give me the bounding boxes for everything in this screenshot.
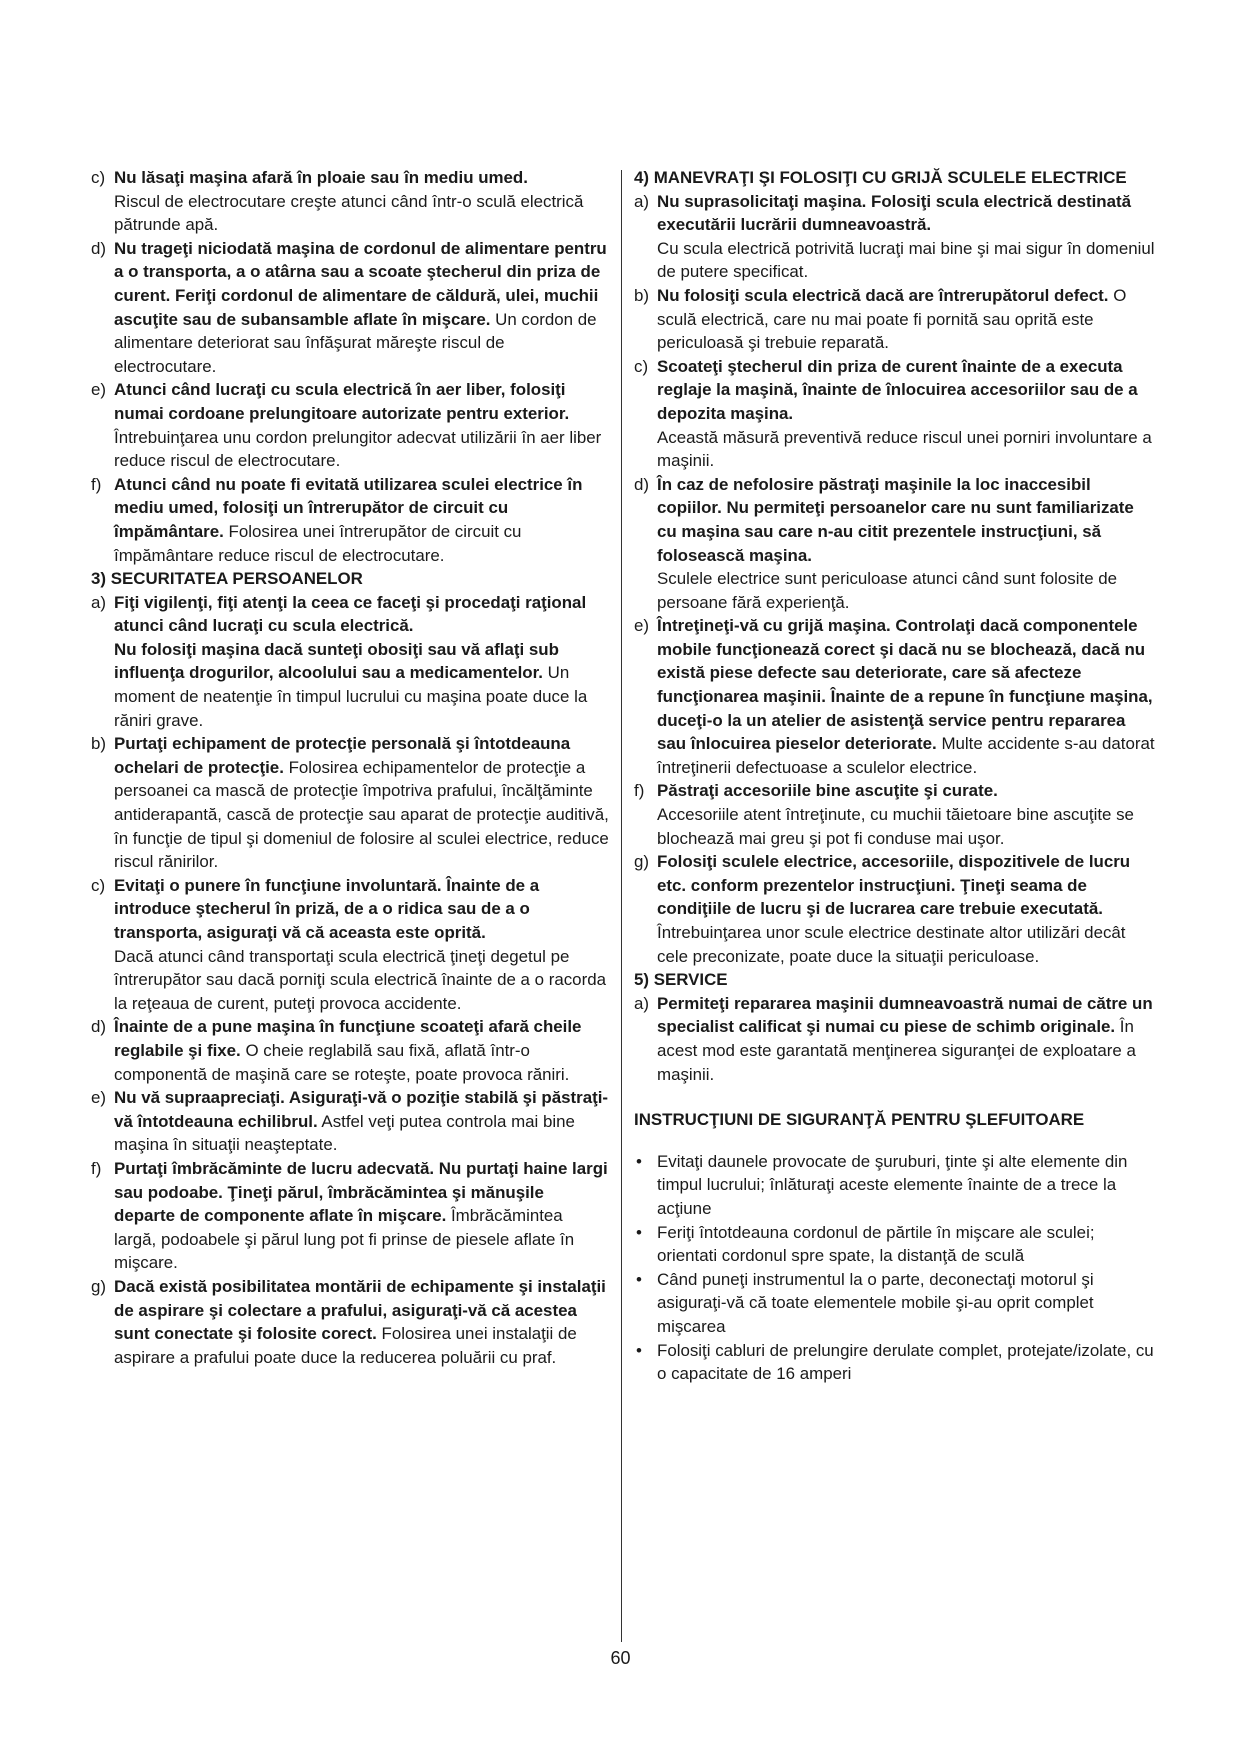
instruction-item bbox=[634, 992, 1156, 1086]
item-label: d) bbox=[634, 474, 650, 494]
instruction-text: Îmbrăcămintea largă, podoabele şi părul lung pot fi prinse de piesele aflate în mişcare. bbox=[114, 1206, 575, 1273]
instruction-item bbox=[634, 473, 1156, 615]
instruction-bold: Folosiţi sculele electrice, accesoriile, dispozitivele de lucru etc. conform prezentelor instrucţiuni. Ţineţi seama de condiţiile de lucru şi de lucrarea care trebuie executată. bbox=[657, 852, 1131, 919]
instruction-bold: Dacă există posibilitatea montării de echipamente şi instalaţii de aspirare şi colectare a prafului, asiguraţi-vă că acestea sunt conectate şi folosite corect. bbox=[114, 1276, 606, 1344]
instruction-text: Accesoriile atent întreţinute, cu muchii tăietoare bine ascuţite se blochează mai greu şi pot fi conduse mai uşor. bbox=[657, 805, 1134, 848]
bullet-text: Evitaţi daunele provocate de şuruburi, ţinte şi alte elemente din timpul lucrului; înlăturaţi aceste elemente înainte de a trece la acţiune bbox=[657, 1151, 1128, 1218]
item-label: d) bbox=[91, 1017, 107, 1037]
item-label: c) bbox=[634, 356, 649, 376]
instruction-bold: Evitaţi o punere în funcţiune involuntară. Înainte de a introduce ştecherul în priză, de a o ridica sau de a o transporta, asiguraţi vă că aceasta este oprită. bbox=[114, 875, 540, 942]
bullet-text: Folosiţi cabluri de prelungire derulate complet, protejate/izolate, cu o capacitate de 16 amperi bbox=[657, 1340, 1154, 1384]
instruction-text: În acest mod este garantată menţinerea siguranţei de exploatare a maşinii. bbox=[657, 1017, 1136, 1084]
instruction-bold: Fiţi vigilenţi, fiţi atenţi la ceea ce faceţi şi procedaţi raţional atunci când lucraţi cu scula electrică. bbox=[114, 592, 587, 636]
instruction-item bbox=[634, 355, 1156, 473]
instruction-bold: Purtaţi îmbrăcăminte de lucru adecvată. Nu purtaţi haine largi sau podoabe. Ţineţi părul, îmbrăcămintea şi mănuşile departe de componente aflate în mişcare. bbox=[114, 1158, 608, 1226]
item-label: b) bbox=[634, 285, 650, 305]
instruction-item bbox=[634, 190, 1156, 284]
instruction-item bbox=[91, 378, 609, 472]
instruction-item bbox=[91, 1275, 609, 1369]
section-heading-3: 3) SECURITATEA PERSOANELOR bbox=[91, 569, 363, 589]
instruction-bold: Purtaţi echipament de protecţie personală şi întotdeauna ochelari de protecţie. bbox=[114, 734, 571, 777]
instruction-bold: Scoateţi ştecherul din priza de curent înainte de a executa reglaje la maşină, înainte de înlocuirea accesoriilor sau de a depozita maşina. bbox=[657, 356, 1138, 423]
item-label: a) bbox=[634, 191, 650, 211]
item-label: e) bbox=[634, 616, 650, 636]
item-label: a) bbox=[634, 993, 650, 1013]
instruction-item bbox=[91, 874, 609, 1016]
instruction-item bbox=[634, 614, 1156, 779]
instruction-item bbox=[91, 166, 609, 237]
instruction-item bbox=[91, 1086, 609, 1157]
instruction-item bbox=[634, 779, 1156, 850]
item-label: e) bbox=[91, 380, 107, 400]
instruction-text: Întrebuinţarea unu cordon prelungitor adecvat utilizării în aer liber reduce riscul de electrocutare. bbox=[114, 427, 602, 471]
instruction-bold: Atunci când lucraţi cu scula electrică în aer liber, folosiţi numai cordoane prelungitoare autorizate pentru exterior. bbox=[114, 380, 570, 423]
instruction-text: Dacă atunci când transportaţi scula electrică ţineţi degetul pe întrerupător sau dacă porniţi scula electrică înainte de a o racorda la reţeaua de curent, puteţi provoca accidente. bbox=[114, 946, 606, 1013]
sander-safety-heading: INSTRUCŢIUNI DE SIGURANŢĂ PENTRU ŞLEFUITOARE bbox=[634, 1110, 1085, 1130]
bullet-icon: • bbox=[636, 1340, 642, 1360]
bullet-item bbox=[634, 1221, 1156, 1268]
instruction-text: Această măsură preventivă reduce riscul unei porniri involuntare a maşinii. bbox=[657, 427, 1152, 471]
item-label: f) bbox=[91, 474, 102, 494]
instruction-text: Folosirea unei întrerupător de circuit cu împământare reduce riscul de electrocutare. bbox=[114, 521, 522, 565]
instruction-text: O sculă electrică, care nu mai poate fi pornită sau oprită este periculoasă şi trebuie reparată. bbox=[657, 285, 1127, 353]
instruction-item bbox=[634, 850, 1156, 968]
item-label: f) bbox=[91, 1158, 102, 1178]
item-label: b) bbox=[91, 734, 107, 754]
section-heading-4: 4) MANEVRAŢI ŞI FOLOSIŢI CU GRIJĂ SCULELE ELECTRICE bbox=[634, 168, 1127, 187]
instruction-text: Folosirea echipamentelor de protecţie a persoanei ca mască de protecţie împotriva prafului, încălţăminte antiderapantă, cască de protecţie sau aparat de protecţie auditivă, în funcţie de tipul şi domeniul de folosire al sculei electrice, reduce riscul rănirilor. bbox=[114, 757, 609, 872]
item-label: d) bbox=[91, 238, 107, 258]
item-label: e) bbox=[91, 1088, 107, 1108]
item-label: c) bbox=[91, 875, 106, 895]
instruction-bold: Nu vă supraapreciaţi. Asiguraţi-vă o poziţie stabilă şi păstraţi-vă întotdeauna echilibrul. bbox=[114, 1088, 609, 1131]
bullet-item bbox=[634, 1268, 1156, 1339]
instruction-item bbox=[91, 473, 609, 567]
instruction-item bbox=[634, 284, 1156, 355]
instruction-item bbox=[91, 591, 609, 733]
bullet-icon: • bbox=[636, 1151, 642, 1171]
bullet-icon: • bbox=[636, 1269, 642, 1289]
item-label: g) bbox=[634, 852, 650, 872]
instruction-text: Un moment de neatenţie în timpul lucrului cu maşina poate duce la răniri grave. bbox=[114, 663, 588, 730]
page-number: 60 bbox=[610, 1648, 631, 1668]
section-heading-5: 5) SERVICE bbox=[634, 970, 728, 990]
instruction-bold: Nu suprasolicitaţi maşina. Folosiţi scula electrică destinată executării lucrării dumneavoastră. bbox=[657, 191, 1132, 235]
instruction-bold: Păstraţi accesoriile bine ascuţite şi curate. bbox=[657, 781, 998, 801]
column-divider bbox=[621, 170, 622, 1642]
bullet-text: Feriţi întotdeauna cordonul de părtile în mişcare ale sculei; orientati cordonul spre spate, la distanţă de sculă bbox=[657, 1222, 1095, 1266]
instruction-bold: În caz de nefolosire păstraţi maşinile la loc inaccesibil copiilor. Nu permiteţi persoanelor care nu sunt familiarizate cu maşina sau care n-au citit prezentele instrucţiuni, să folosească maşina. bbox=[657, 474, 1134, 565]
instruction-bold: Nu folosiţi maşina dacă sunteţi obosiţi sau vă aflaţi sub influenţa drogurilor, alcoolului sau a medicamentelor. bbox=[114, 639, 559, 683]
instruction-bold: Înainte de a pune maşina în funcţiune scoateţi afară cheile reglabile şi fixe. bbox=[114, 1017, 582, 1060]
instruction-bold: Permiteţi repararea maşinii dumneavoastră numai de către un specialist calificat şi numai cu piese de schimb originale. bbox=[657, 993, 1153, 1037]
instruction-item bbox=[91, 1015, 609, 1086]
instruction-bold: Nu trageţi niciodată maşina de cordonul de alimentare pentru a o transporta, a o atârna sau a scoate ştecherul din priza de curent. Feriţi cordonul de alimentare de căldură, ulei, muchii ascuţite sau de subansamble aflate în mişcare. bbox=[114, 238, 607, 329]
instruction-text: Un cordon de alimentare deteriorat sau înfăşurat măreşte riscul de electrocutare. bbox=[114, 309, 597, 376]
instruction-text: Multe accidente s-au datorat întreţinerii defectuoase a sculelor electrice. bbox=[657, 734, 1155, 777]
bullet-icon: • bbox=[636, 1222, 642, 1242]
instruction-text: Sculele electrice sunt periculoase atunci când sunt folosite de persoane fără experienţă. bbox=[657, 569, 1118, 612]
instruction-bold: Întreţineţi-vă cu grijă maşina. Controlaţi dacă componentele mobile funcţionează corect şi dacă nu se blochează, dacă nu există piese defecte sau deteriorate, care să afecteze funcţionarea maşinii. Înainte de a repune în funcţiune maşina, duceţi-o la un atelier de asistenţă service pentru repararea sau înlocuirea pieselor deteriorate. bbox=[657, 616, 1153, 754]
right-column bbox=[634, 166, 1156, 1386]
instruction-text: Astfel veţi putea controla mai bine maşina în situaţii neaşteptate. bbox=[114, 1111, 575, 1155]
instruction-text: Folosirea unei instalaţii de aspirare a prafului poate duce la reducerea poluării cu praf. bbox=[114, 1324, 577, 1367]
item-label: c) bbox=[91, 168, 106, 187]
instruction-text: Întrebuinţarea unor scule electrice destinate altor utilizări decât cele preconizate, poate duce la situaţii periculoase. bbox=[657, 923, 1126, 966]
bullet-text: Când puneţi instrumentul la o parte, deconectaţi motorul şi asiguraţi-vă că toate elementele mobile şi-au oprit complet mişcarea bbox=[657, 1269, 1094, 1336]
left-column bbox=[91, 166, 609, 1369]
instruction-item bbox=[91, 237, 609, 379]
bullet-item bbox=[634, 1339, 1156, 1386]
item-label: g) bbox=[91, 1276, 107, 1296]
instruction-item bbox=[91, 732, 609, 874]
instruction-text: O cheie reglabilă sau fixă, aflată într-o componentă de maşină care se roteşte, poate provoca răniri. bbox=[114, 1040, 570, 1084]
item-label: f) bbox=[634, 781, 645, 801]
instruction-item bbox=[91, 1157, 609, 1275]
instruction-bold: Nu folosiţi scula electrică dacă are întrerupătorul defect. bbox=[657, 285, 1109, 305]
instruction-text: Riscul de electrocutare creşte atunci când într-o sculă electrică pătrunde apă. bbox=[114, 191, 584, 235]
instruction-bold: Nu lăsaţi maşina afară în ploaie sau în mediu umed. bbox=[114, 168, 528, 187]
bullet-item bbox=[634, 1150, 1156, 1221]
instruction-text: Cu scula electrică potrivită lucraţi mai bine şi mai sigur în domeniul de putere specificat. bbox=[657, 238, 1155, 282]
item-label: a) bbox=[91, 592, 107, 612]
instruction-bold: Atunci când nu poate fi evitată utilizarea sculei electrice în mediu umed, folosiţi un întrerupător de circuit cu împământare. bbox=[114, 474, 583, 541]
